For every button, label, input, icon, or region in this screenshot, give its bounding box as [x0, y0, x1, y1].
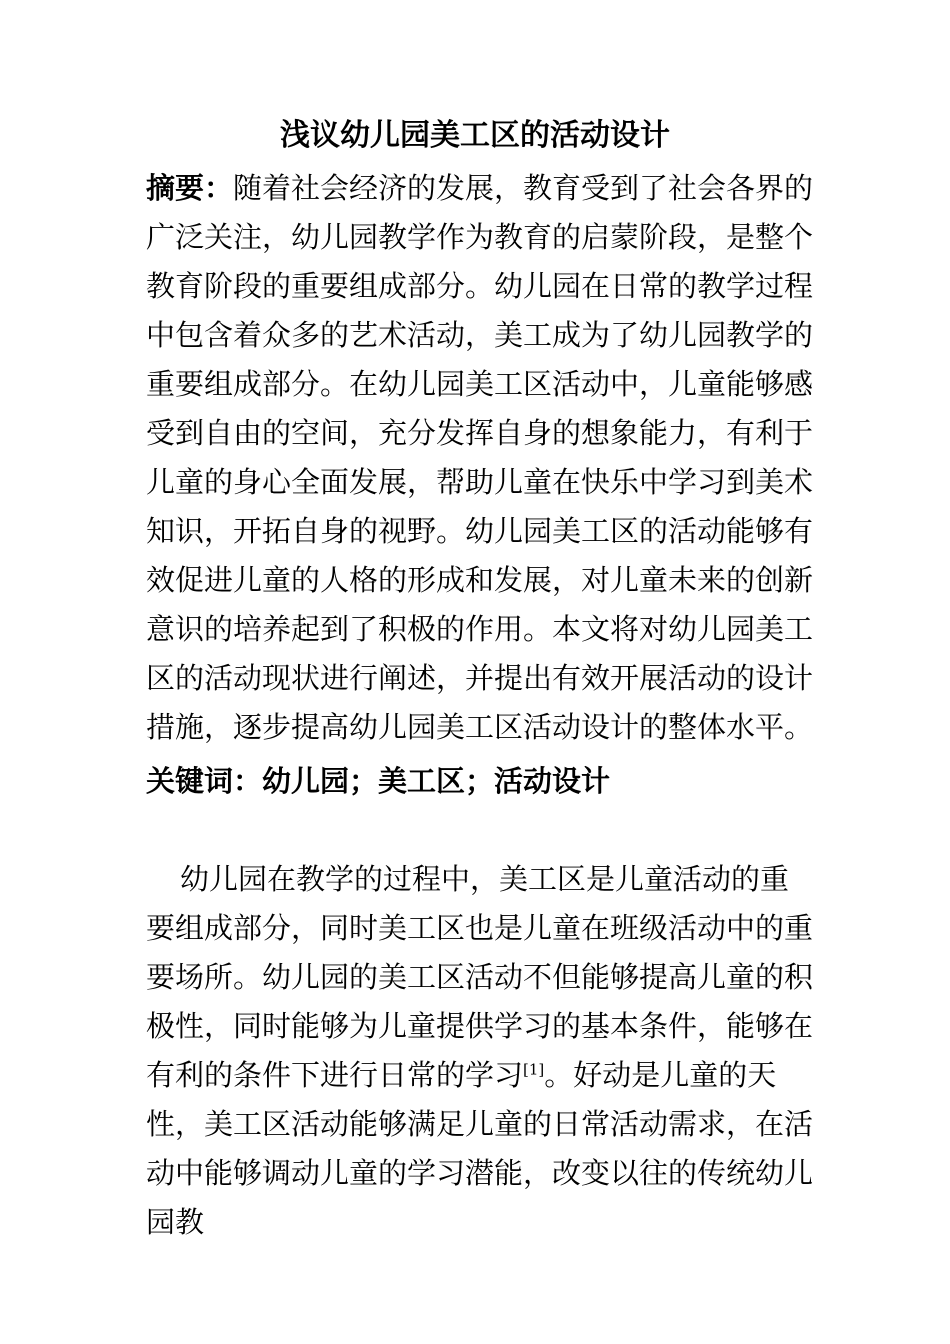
keywords-line: [146, 757, 610, 806]
body-text-part1: 幼儿园在教学的过程中，美工区是儿童活动的重要组成部分，同时美工区也是儿童在班级活动中的重要场所。幼儿园的美工区活动不但能够提高儿童的积极性，同时能够为儿童提供学习的基本条件，能够在有利的条件下进行日常的学习: [146, 862, 814, 1092]
keywords-text: 幼儿园；美工区；活动设计: [262, 764, 611, 798]
body-text-part2: 。好动是儿童的天性，美工区活动能够满足儿童的日常活动需求，在活动中能够调动儿童的学习潜能，改变以往的传统幼儿园教: [146, 1058, 814, 1239]
abstract-colon: ：: [204, 171, 234, 205]
abstract-label: 摘要: [146, 171, 205, 205]
citation-marker: [1]: [523, 1060, 545, 1079]
abstract-paragraph: [146, 164, 816, 752]
body-paragraph: [146, 855, 816, 1247]
keywords-label: 关键词：: [146, 764, 263, 798]
abstract-text: 随着社会经济的发展，教育受到了社会各界的广泛关注，幼儿园教学作为教育的启蒙阶段，是整个教育阶段的重要组成部分。幼儿园在日常的教学过程中包含着众多的艺术活动，美工成为了幼儿园教学的重要组成部分。在幼儿园美工区活动中，儿童能够感受到自由的空间，充分发挥自身的想象能力，有利于儿童的身心全面发展，帮助儿童在快乐中学习到美术知识，开拓自身的视野。幼儿园美工区的活动能够有效促进儿童的人格的形成和发展，对儿童未来的创新意识的培养起到了积极的作用。本文将对幼儿园美工区的活动现状进行阐述，并提出有效开展活动的设计措施，逐步提高幼儿园美工区活动设计的整体水平。: [146, 171, 814, 744]
document-title: 浅议幼儿园美工区的活动设计: [280, 118, 670, 153]
